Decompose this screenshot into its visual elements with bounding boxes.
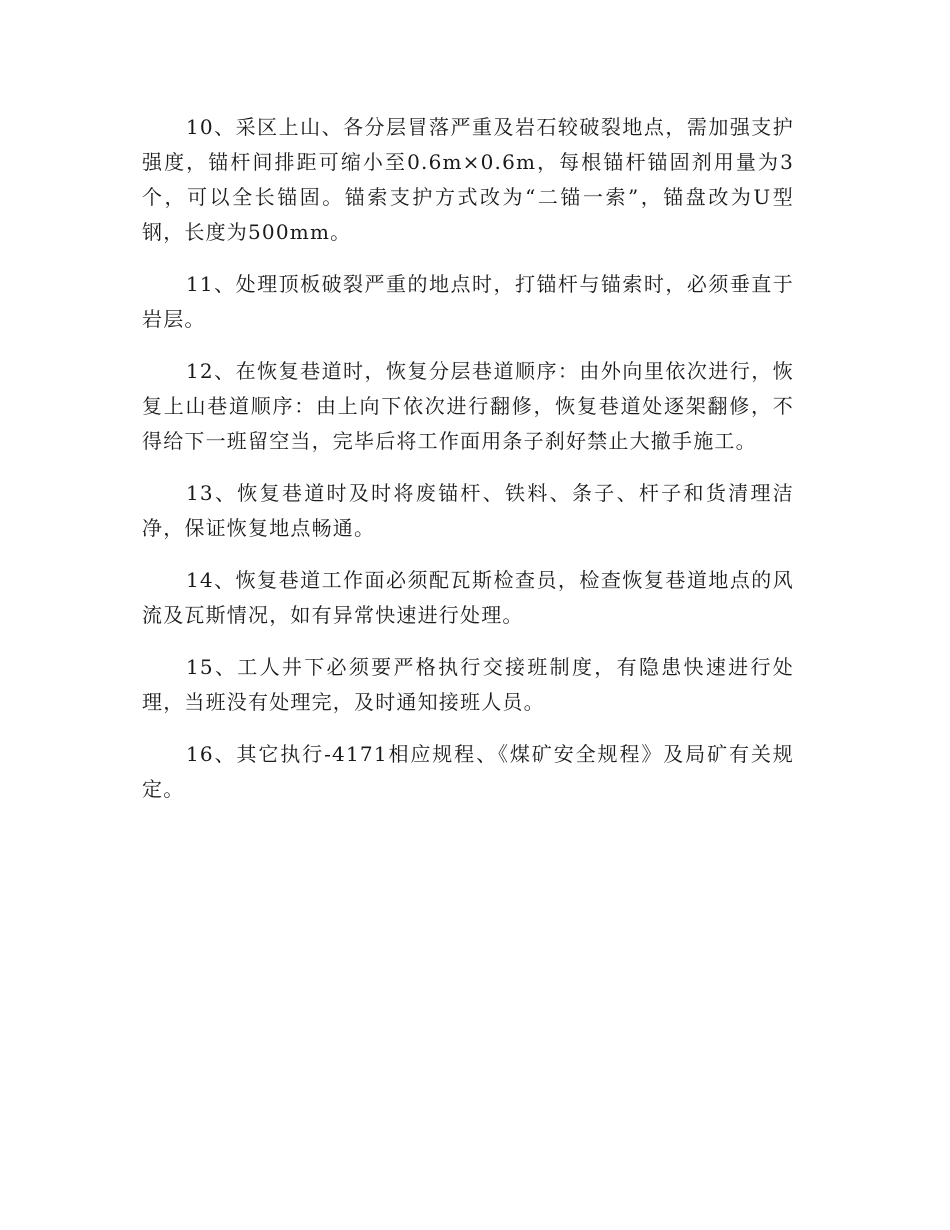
paragraph-item-16: 16、其它执行-4171相应规程、《煤矿安全规程》及局矿有关规定。	[142, 742, 794, 801]
paragraph-item-15: 15、工人井下必须要严格执行交接班制度，有隐患快速进行处理，当班没有处理完，及时通知接班人员。	[142, 655, 794, 714]
paragraph-item-11: 11、处理顶板破裂严重的地点时，打锚杆与锚索时，必须垂直于岩层。	[142, 272, 794, 331]
paragraph-item-12: 12、在恢复巷道时，恢复分层巷道顺序：由外向里依次进行，恢复上山巷道顺序：由上向下依次进行翻修，恢复巷道处逐架翻修，不得给下一班留空当，完毕后将工作面用条子刹好禁止大撤手施工。	[142, 359, 794, 453]
paragraph-item-13: 13、恢复巷道时及时将废锚杆、铁料、条子、杆子和货清理洁净，保证恢复地点畅通。	[142, 481, 794, 540]
paragraph-item-10: 10、采区上山、各分层冒落严重及岩石较破裂地点，需加强支护强度，锚杆间排距可缩小至0.6m×0.6m，每根锚杆锚固剂用量为3个，可以全长锚固。锚索支护方式改为“二锚一索”，锚盘改为U型钢，长度为500mm。	[142, 115, 794, 244]
paragraph-item-14: 14、恢复巷道工作面必须配瓦斯检查员，检查恢复巷道地点的风流及瓦斯情况，如有异常快速进行处理。	[142, 568, 794, 627]
document-body	[142, 110, 794, 824]
